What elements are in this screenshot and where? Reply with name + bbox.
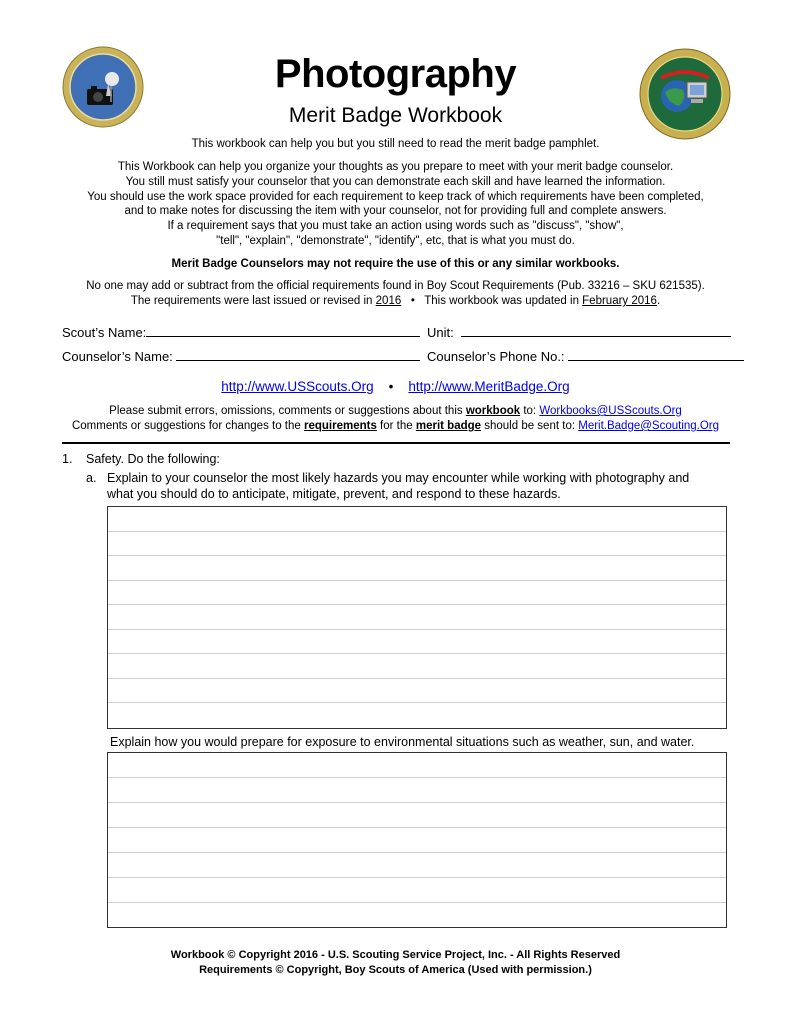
answer-row[interactable]: [108, 703, 726, 727]
requirement-1a-text: Explain to your counselor the most likely hazards you may encounter while working with photography and what you should do to anticipate, mitigate, prevent, and respond to these hazards.: [107, 471, 690, 501]
answer-row[interactable]: [108, 581, 726, 606]
requirements-comments-line: [0, 419, 791, 434]
answer-row[interactable]: [108, 828, 726, 853]
merit-badge-email-link[interactable]: Merit.Badge@Scouting.Org: [578, 420, 720, 432]
unit-label: Unit:: [427, 325, 454, 340]
answer-row[interactable]: [108, 679, 726, 704]
requirement-1-number: 1.: [62, 452, 73, 466]
counselors-note: Merit Badge Counselors may not require the use of this or any similar workbooks.: [171, 258, 620, 270]
copyright-footer: [0, 948, 791, 978]
counselor-phone-field[interactable]: [427, 348, 744, 365]
answer-row[interactable]: [108, 803, 726, 828]
answer-row[interactable]: [108, 556, 726, 581]
scout-name-field[interactable]: [62, 324, 420, 341]
website-links: [0, 378, 791, 396]
answer-row[interactable]: [108, 654, 726, 679]
workbooks-email-link[interactable]: Workbooks@USScouts.Org: [539, 405, 682, 417]
intro-paragraph-line: and to make notes for discussing the item with your counselor, not for providing full and complete answers.: [124, 205, 667, 218]
intro-paragraph-line: If a requirement says that you must take an action using words such as "discuss", "show",: [167, 220, 624, 233]
answer-row[interactable]: [108, 903, 726, 927]
footer-line: Workbook © Copyright 2016 - U.S. Scouting Service Project, Inc. - All Rights Reserved: [170, 949, 621, 961]
issued-prefix: The requirements were last issued or revised in: [130, 295, 376, 307]
requirements-word: requirements: [304, 420, 377, 432]
answer-row[interactable]: [108, 853, 726, 878]
submit-errors-line: [0, 404, 791, 419]
section-divider: [62, 442, 730, 444]
intro-paragraph: [0, 160, 791, 249]
merit-badge-word: merit badge: [415, 420, 482, 432]
answer-row[interactable]: [108, 778, 726, 803]
answer-box-environment[interactable]: [107, 752, 727, 928]
requirement-1a-label: a.: [86, 471, 97, 485]
submit-text: Please submit errors, omissions, comments or suggestions about this: [109, 405, 466, 417]
counselor-phone-input-line[interactable]: [568, 348, 744, 361]
answer-row[interactable]: [108, 507, 726, 532]
answer-row[interactable]: [108, 630, 726, 655]
unit-input-line[interactable]: [461, 324, 731, 337]
submit-text: for the: [376, 420, 416, 432]
counselor-name-label: Counselor’s Name:: [62, 349, 173, 364]
submit-text: should be sent to:: [481, 420, 579, 432]
answer-row[interactable]: [108, 753, 726, 778]
workbook-word: workbook: [465, 405, 521, 417]
footer-line: Requirements © Copyright, Boy Scouts of America (Used with permission.): [199, 964, 592, 976]
period: .: [656, 295, 661, 307]
revision-line: [0, 294, 791, 309]
meritbadge-link[interactable]: http://www.MeritBadge.Org: [408, 379, 570, 394]
intro-paragraph-line: You should use the work space provided for each requirement to keep track of which requirements have been completed,: [87, 190, 704, 203]
issued-year: 2016: [375, 295, 402, 307]
updated-date: February 2016: [582, 295, 657, 307]
requirement-1-text: Safety. Do the following:: [86, 452, 220, 466]
unit-field[interactable]: [427, 324, 731, 341]
counselor-phone-label: Counselor’s Phone No.:: [427, 349, 565, 364]
answer-row[interactable]: [108, 878, 726, 903]
answer-box-hazards[interactable]: [107, 506, 727, 729]
intro-paragraph-line: This Workbook can help you organize your thoughts as you prepare to meet with your merit badge counselor.: [117, 161, 674, 173]
requirement-1a-followup: Explain how you would prepare for exposure to environmental situations such as weather, sun, and water.: [110, 735, 695, 749]
scout-name-label: Scout’s Name:: [62, 325, 147, 340]
intro-paragraph-line: "tell", "explain", "demonstrate", "identify", etc, that is what you must do.: [216, 234, 575, 247]
counselor-name-input-line[interactable]: [176, 348, 420, 361]
scout-name-input-line[interactable]: [146, 324, 420, 337]
submit-text: to:: [520, 405, 540, 417]
updated-prefix: This workbook was updated in: [424, 295, 583, 307]
usscouts-link[interactable]: http://www.USScouts.Org: [221, 379, 374, 394]
page-title: Photography: [274, 52, 517, 96]
bullet-separator: •: [410, 295, 415, 307]
links-separator: •: [388, 379, 394, 394]
intro-line: This workbook can help you but you still need to read the merit badge pamphlet.: [191, 138, 600, 150]
page-subtitle: Merit Badge Workbook: [288, 104, 503, 127]
submit-text: Comments or suggestions for changes to the: [71, 420, 304, 432]
official-requirements-note: No one may add or subtract from the official requirements found in Boy Scout Requirements (Pub. 33216 – SKU 621535).: [86, 280, 705, 292]
answer-row[interactable]: [108, 532, 726, 557]
intro-paragraph-line: You still must satisfy your counselor that you can demonstrate each skill and have learned the information.: [125, 175, 666, 188]
counselor-name-field[interactable]: [62, 348, 420, 365]
answer-row[interactable]: [108, 605, 726, 630]
